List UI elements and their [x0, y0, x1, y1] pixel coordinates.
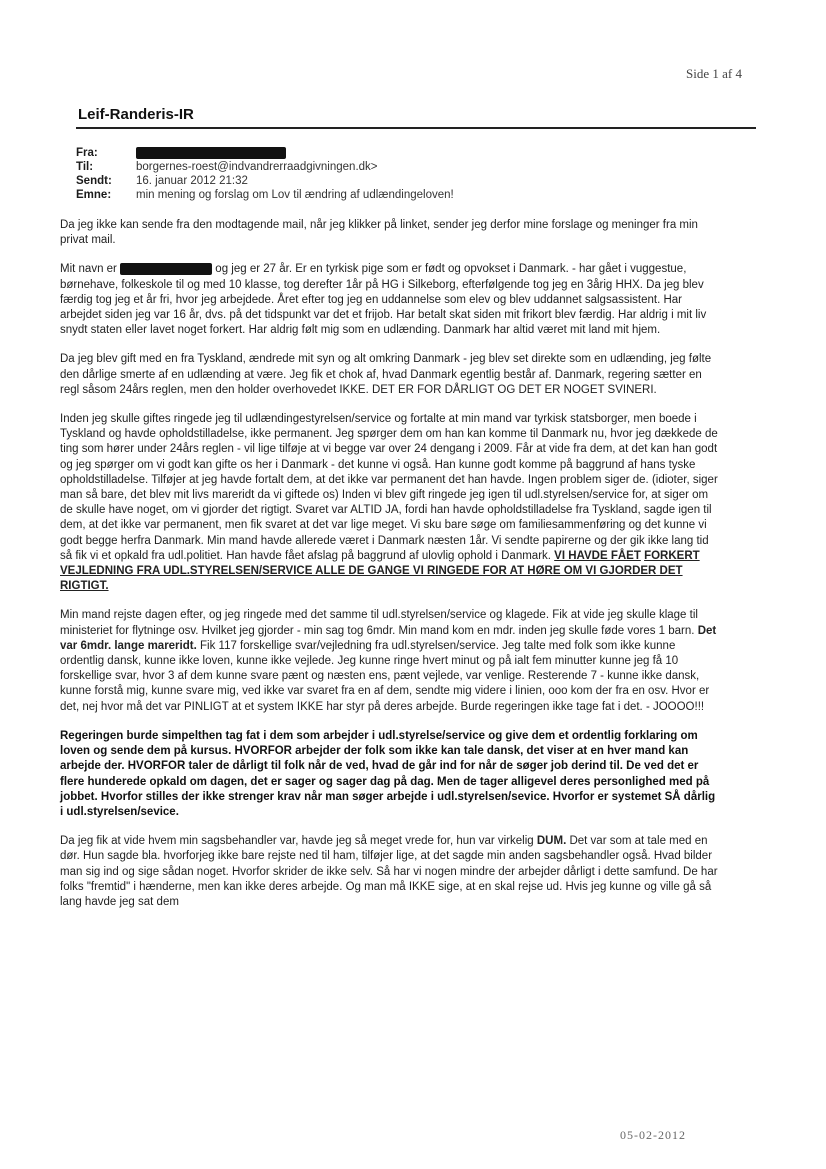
footer-date: 05-02-2012	[620, 1128, 686, 1142]
sent-value: 16. januar 2012 21:32	[136, 175, 248, 187]
page-number: Side 1 af 4	[686, 66, 742, 81]
paragraph-complaint-b: Fik 117 forskellige svar/vejledning fra udl.styrelsen/service. Jeg talte med folk som ikke kunne ordentlig dansk, kunne ikke loven, kunne ikke vejlede. Jeg kunne ringe hvert minut og på ialt fem minutter kunne jeg få 10 forskellige svar, hvor 3 af dem kunne svare pænt og næsten ens, pænt vejlede, var venlige. Resterende 7 - kunne ikke dansk, kunne forstå mig, kunne svare mig, ved ikke var svaret fra en af dem, sendte mig videre i linien, ooo kom der fra en osv. Hvor er det, nej hvor må det var PINLIGT at et system IKKE har styr på deres arbejde. Burde regeringen ikke tage fat i det. - JOOOO!!!	[60, 639, 710, 713]
to-row	[76, 160, 454, 174]
paragraph-complaint	[60, 608, 720, 714]
paragraph-complaint-bold: Det var 6mdr. lange mareridt.	[60, 624, 717, 652]
paragraph-caseworker	[60, 834, 720, 910]
paragraph-about-me-rest: og jeg er 27 år. Er en tyrkisk pige som er født og opvokset i Danmark. - har gået i vuggestue, børnehave, folkeskole til og med 10 klasse, tog derefter 1år på HG i Silkeborg, efterfølgende tog jeg en 3årig HHX. Da jeg blev færdig tog jeg et år fri, hvor jeg arbejdede. Året efter tog jeg en uddannelse som elev og blev uddannet salgsassistent. Har arbejdet siden jeg var 16 år, dvs. på det tidspunkt var det et frijob. Har betalt skat siden mit frikort blev færdig. Har aldrig i mit liv snydt staten eller lavet noget forkert. Har aldrig følt mig som en udlænding. Danmark har altid været mit land mit hjem.	[60, 263, 707, 337]
subject-label: Emne:	[76, 189, 112, 201]
sender-divider	[76, 127, 756, 129]
sent-label: Sendt:	[76, 175, 112, 187]
paragraph-caseworker-bold: DUM.	[536, 835, 567, 848]
subject-value: min mening og forslag om Lov til ændring af udlændingeloven!	[136, 189, 454, 201]
subject-row	[76, 188, 454, 202]
emphasis-prefix: VI HAVDE FÅET	[554, 549, 641, 562]
from-row	[76, 146, 454, 160]
paragraph-marriage: Da jeg blev gift med en fra Tyskland, ændrede mit syn og alt omkring Danmark - jeg blev set direkte som en udlænding, jeg følte den dårlige smerte af en udlænding at være. Jeg fik et chok af, hvad Danmark egentlig består af. Danmark, regering sætter en regl såsom 24års reglen, men den holder overhovedet IKKE. DET ER FOR DÅRLIGT OG DET ER NOGET SVINERI.	[60, 353, 712, 396]
to-label: Til:	[76, 161, 94, 173]
name-redaction	[120, 263, 212, 275]
paragraph-caseworker-a: Da jeg fik at vide hvem min sagsbehandler var, havde jeg så meget vrede for, hun var virkelig	[60, 835, 534, 848]
paragraph-government: Regeringen burde simpelthen tag fat i dem som arbejder i udl.styrelse/service og give dem et ordentlig forklaring om loven og sende dem på kursus. HVORFOR arbejder der folk som ikke kan tale dansk, det viser at en hver mand kan arbejde der. HVORFOR taler de dårligt til folk når de ved, hvad de går ind for når de søger job derind til. De ved det er flere hunderede opkald om dagen, det er sager og sager dag på dag. Men de tager alligevel deres personlighed med på jobbet. Hvorfor stilles der ikke strenger krav når man søger arbejde i udl.styrelsen/sevice. Hvorfor er systemet SÅ dårlig i udl.styrelsen/sevice.	[60, 729, 716, 818]
paragraph-caseworker-b: Det var som at tale med en dør. Hun sagde bla. hvorforjeg ikke bare rejste ned til ham, tilføjer lige, at det sagde min anden sagsbehandler også. Hvad bilder man sig ind og sige sådan noget. Hvorfor skrider de ikke selv. Så har vi nogen mindre der arbejder dårligt i dette samfund. De har folks "fremtid" i hænderne, men kan ikke deres arbejde. Og man må IKKE sige, at en skal rejse ud. Hvis jeg kunne og ville gå så lang havde jeg sat dem	[60, 835, 718, 908]
from-redaction	[136, 147, 286, 159]
paragraph-intro: Da jeg ikke kan sende fra den modtagende mail, når jeg klikker på linket, sender jeg derfor mine forslage og meninger fra min privat mail.	[60, 219, 698, 247]
sent-row	[76, 174, 454, 188]
paragraph-history	[60, 412, 720, 594]
to-value: borgernes-roest@indvandrerraadgivningen.dk>	[136, 161, 378, 173]
paragraph-about-me	[60, 262, 720, 338]
emphasis-wrong-guidance: FORKERT VEJLEDNING FRA UDL.STYRELSEN/SERVICE ALLE DE GANGE VI RINGEDE FOR AT HØRE OM VI GJORDER DET RIGTIGT.	[60, 549, 700, 593]
paragraph-complaint-a: Min mand rejste dagen efter, og jeg ringede med det samme til udl.styrelsen/service og klagede. Fik at vide jeg skulle klage til ministeriet for flytninge osv. Hvilket jeg gjorder - min sag tog 6mdr. Min mand kom en mdr. inden jeg skulle føde vores 1 barn.	[60, 609, 698, 637]
email-body	[60, 218, 720, 924]
sender-name: Leif-Randeris-IR	[78, 106, 194, 123]
paragraph-about-me-start: Mit navn er	[60, 263, 117, 276]
email-headers	[76, 146, 454, 202]
paragraph-history-text: Inden jeg skulle giftes ringede jeg til udlændingestyrelsen/service og fortalte at min mand var tyrkisk statsborger, men boede i Tyskland og havde opholdstilladelse, ikke permanent. Jeg spørger dem om han kan komme til Danmark nu, hvor jeg dækkede de ting som hører under 24års reglen - vil lige tilføje at vi begge var over 24 dengang i 2009. Får at vide fra dem, at det kan han godt og jeg spørger om vi godt kan gifte os her i Danmark - det kunne vi også. Han kunne godt komme på baggrund af hans tyske opholdstilladelse. Tilføjer at jeg havde fortalt dem, at det ikke var permanent det han havde. Ingen problem siger de. (idioter, siger man så bare, det blev mit livs mareridt da vi giftede os) Inden vi blev gift ringede jeg igen til udl.styrelsen/service for, at siger om de skulle have noget, om vi gjorder det rigtigt. Svaret var ALTID JA, fordi han havde opholdstilladelse fra Tyskland, sagde igen til dem, at det ikke var permanent, men fik svaret at det var lige meget. Vi sku bare søge om familiesammenføring og det kunne vi godt begge herfra Danmark. Min mand havde allerede været i Danmark næsten 1år. Vi sendte papirerne og der gik ikke lang tid så fik vi et opkald fra udl.politiet. Han havde fået afslag på baggrund af ulovlig ophold i Danmark.	[60, 413, 718, 562]
from-label: Fra:	[76, 147, 98, 159]
